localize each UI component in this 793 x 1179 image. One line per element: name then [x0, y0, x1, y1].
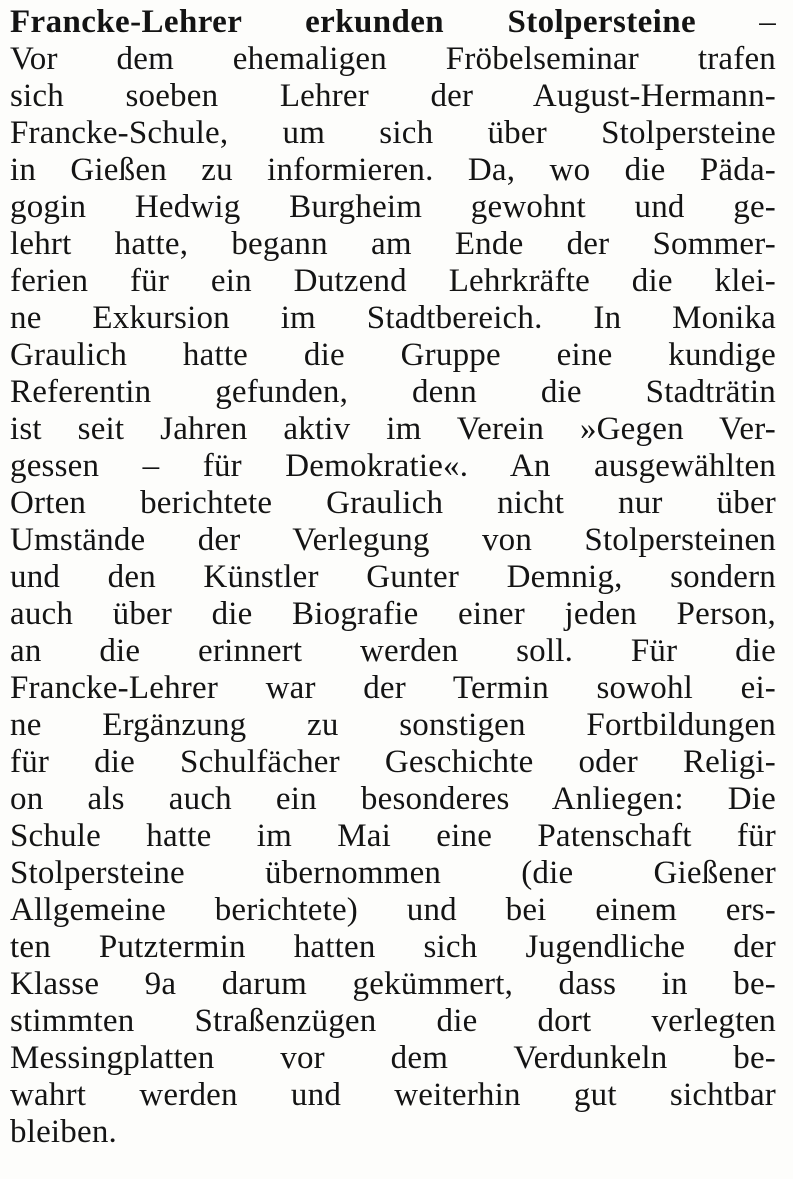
body-line: Schule hatte im Mai eine Patenschaft für [10, 818, 776, 854]
body-line: gessen – für Demokratie«. An ausgewählten [10, 448, 776, 484]
body-line: on als auch ein besonderes Anliegen: Die [10, 781, 776, 817]
body-line: ne Exkursion im Stadtbereich. In Monika [10, 300, 776, 336]
body-line: ferien für ein Dutzend Lehrkräfte die klei- [10, 263, 776, 299]
body-line: sich soeben Lehrer der August-Hermann- [10, 78, 776, 114]
headline-dash: – [696, 4, 776, 40]
body-line: Francke-Lehrer war der Termin sowohl ei- [10, 670, 776, 706]
body-line: Referentin gefunden, denn die Stadträtin [10, 374, 776, 410]
body-line: ten Putztermin hatten sich Jugendliche der [10, 929, 776, 965]
body-line: und den Künstler Gunter Demnig, sondern [10, 559, 776, 595]
body-line: Allgemeine berichtete) und bei einem ers- [10, 892, 776, 928]
article-headline: Francke-Lehrer erkunden Stolpersteine [10, 4, 697, 40]
body-line: Vor dem ehemaligen Fröbelseminar trafen [10, 41, 776, 77]
headline-line [10, 4, 776, 41]
body-line: Francke-Schule, um sich über Stolpersteine [10, 115, 776, 151]
body-line: lehrt hatte, begann am Ende der Sommer- [10, 226, 776, 262]
body-line: in Gießen zu informieren. Da, wo die Päda- [10, 152, 776, 188]
body-line: ne Ergänzung zu sonstigen Fortbildungen [10, 707, 776, 743]
body-line: auch über die Biografie einer jeden Person, [10, 596, 776, 632]
body-line: gogin Hedwig Burgheim gewohnt und ge- [10, 189, 776, 225]
body-line: Klasse 9a darum gekümmert, dass in be- [10, 966, 776, 1002]
body-line: Messingplatten vor dem Verdunkeln be- [10, 1040, 776, 1076]
body-line: an die erinnert werden soll. Für die [10, 633, 776, 669]
body-line: stimmten Straßenzügen die dort verlegten [10, 1003, 776, 1039]
body-line: für die Schulfächer Geschichte oder Religi- [10, 744, 776, 780]
body-line-last: bleiben. [10, 1114, 117, 1150]
body-line: wahrt werden und weiterhin gut sichtbar [10, 1077, 776, 1113]
body-line: Orten berichtete Graulich nicht nur über [10, 485, 776, 521]
body-line: Umstände der Verlegung von Stolpersteinen [10, 522, 776, 558]
body-line: ist seit Jahren aktiv im Verein »Gegen Ver- [10, 411, 776, 447]
body-line: Stolpersteine übernommen (die Gießener [10, 855, 776, 891]
body-line: Graulich hatte die Gruppe eine kundige [10, 337, 776, 373]
